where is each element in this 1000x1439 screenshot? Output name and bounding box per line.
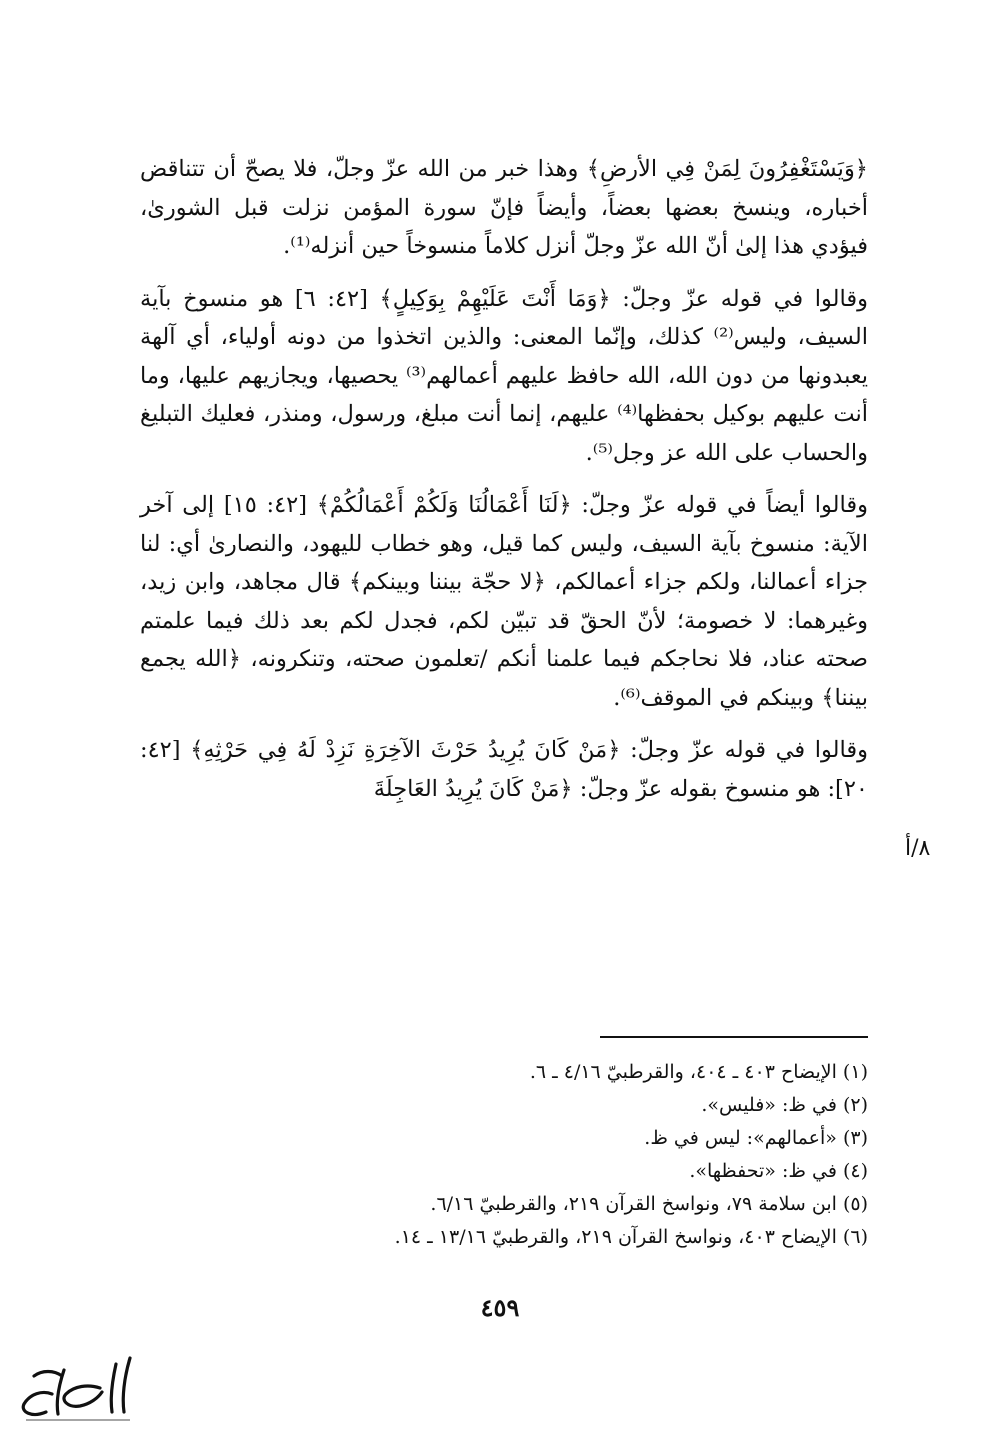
footnote-3: (٣) «أعمالهم»: ليس في ظ. (644, 1127, 868, 1149)
main-text (140, 150, 868, 808)
footnote-2: (٢) في ظ: «فليس». (701, 1094, 868, 1116)
paragraph-3: وقالوا أيضاً في قوله عزّ وجلّ: ﴿لَنَا أَعْمَالُنَا وَلَكُمْ أَعْمَالُكُمْ﴾ [٤٢: ١٥] إلى آخر الآية: منسوخ بآية السيف، وليس كما قيل، وهو خطاب لليهود، والنصارىٰ أي: لنا جزاء أعمالنا، ولكم جزاء أعمالكم، ﴿لا حجّة بيننا وبينكم﴾ قال مجاهد، وابن زيد، وغيرهما: لا خصومة؛ لأنّ الحقّ قد تبيّن لكم، فجدل لكم بعد ذلك فيما علمتم صحته عناد، فلا نحاجكم فيما علمنا أنكم /تعلمون صحته، وتنكرونه، ﴿الله يجمع بيننا﴾ وبينكم في الموقف⁽⁶⁾. (140, 492, 868, 711)
footnotes (140, 1056, 868, 1254)
page-number: ٤٥٩ (480, 1293, 520, 1322)
calligraphy-logo (12, 1348, 142, 1426)
footnote-5: (٥) ابن سلامة ٧٩، ونواسخ القرآن ٢١٩، والقرطبيّ ٦/١٦. (430, 1193, 868, 1215)
footnote-6: (٦) الإيضاح ٤٠٣، ونواسخ القرآن ٢١٩، والقرطبيّ ١٣/١٦ ـ ١٤. (394, 1226, 868, 1248)
footnote-4: (٤) في ظ: «تحفظها». (689, 1160, 868, 1182)
paragraph-1: ﴿وَيَسْتَغْفِرُونَ لِمَنْ فِي الأرضِ﴾ وهذا خبر من الله عزّ وجلّ، فلا يصحّ أن تتناقض أخباره، وينسخ بعضها بعضاً، وأيضاً فإنّ سورة المؤمن نزلت قبل الشورىٰ، فيؤدي هذا إلىٰ أنّ الله عزّ وجلّ أنزل كلاماً منسوخاً حين أنزله⁽¹⁾. (140, 156, 868, 259)
paragraph-2: وقالوا في قوله عزّ وجلّ: ﴿وَمَا أَنْتَ عَلَيْهِمْ بِوَكِيلٍ﴾ [٤٢: ٦] هو منسوخ بآية السيف، وليس⁽²⁾ كذلك، وإنّما المعنى: والذين اتخذوا من دونه أولياء، أي آلهة يعبدونها من دون الله، الله حافظ عليهم أعمالهم⁽³⁾ يحصيها، ويجازيهم عليها، وما أنت عليهم بوكيل بحفظها⁽⁴⁾ عليهم، إنما أنت مبلغ، ورسول، ومنذر، فعليك التبليغ والحساب على الله عز وجل⁽⁵⁾. (140, 285, 869, 466)
footnote-1: (١) الإيضاح ٤٠٣ ـ ٤٠٤، والقرطبيّ ٤/١٦ ـ ٦. (529, 1061, 868, 1083)
footnote-divider (600, 1036, 868, 1038)
paragraph-4: وقالوا في قوله عزّ وجلّ: ﴿مَنْ كَانَ يُرِيدُ حَرْثَ الآخِرَةِ نَزِدْ لَهُ فِي حَرْثِهِ﴾ [٤٢: ٢٠]: هو منسوخ بقوله عزّ وجلّ: ﴿مَنْ كَانَ يُرِيدُ العَاجِلَةَ (140, 737, 868, 802)
manuscript-folio-marker: ٨/أ (905, 836, 931, 861)
